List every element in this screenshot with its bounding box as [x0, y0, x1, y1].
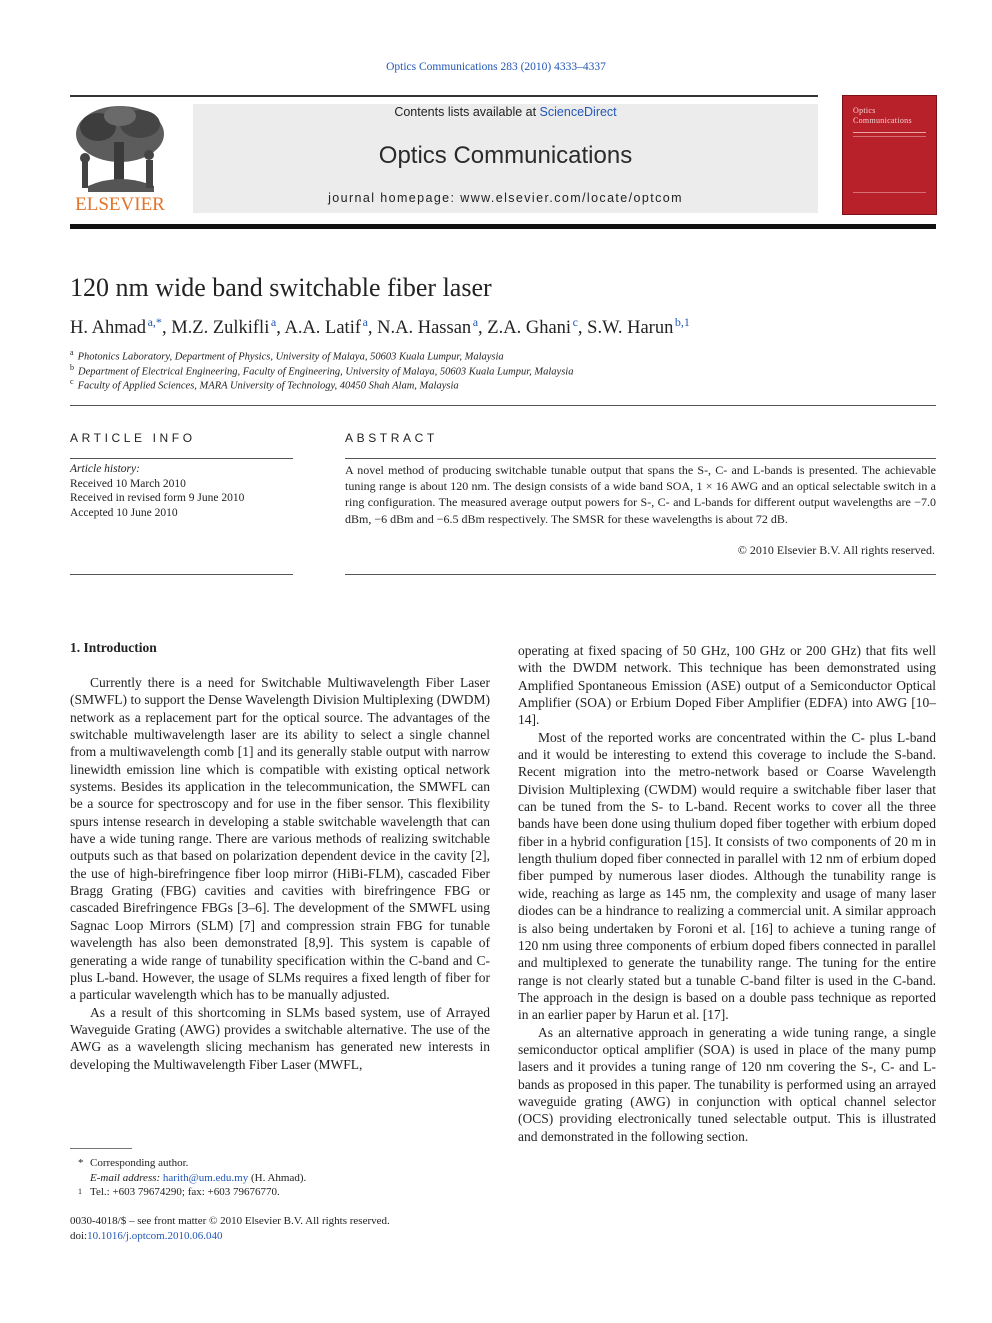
author-list: H. Ahmad $^{a,*}$, M.Z. Zulkifli $^a$, A.A. Latif $^a$, N.A. Hassan $^a$, Z.A. Ghani $^c$, S.W. Harun $^{b,1}$	[70, 315, 690, 339]
body-paragraph: Most of the reported works are concentrated within the C- plus L-band and it would be interesting to extend this coverage to include the S-band. Recent migration into the metro-network based or Coarse Wavelength Division Multiplexing (CWDM) would require a switchable fiber laser that can be tuned from the S- to L-band. Recent works to cover all the three bands have been done using thulium doped fiber together with erbium doped fiber in a hybrid configuration [15]. It consists of two components of 20 m in length thulium doped fiber connected in parallel with 12 nm of erbium doped fiber pumped by numerous laser diodes. Although the tunability range is wide, reaching as large as 145 nm, the complexity and usage of many laser diodes can be a hindrance to realizing a commercial unit. A similar approach is also being undertaken by Foroni et al. [16] to achieve a tuning range of 120 nm using three components of erbium doped fibers connected in parallel and multiplexed to generate the tunability range. The tuning for the entire range is not clearly stated but a tunable C-band filter is used in the C-band. The approach in the design is based on a double pass technique as reported in an earlier paper by Harun et al. [17].	[518, 729, 936, 1023]
body-paragraph: As a result of this shortcoming in SLMs based system, use of Arrayed Waveguide Grating (AWG) provides a switchable alternative. The use of the AWG as a wavelength slicing mechanism has generated new interests in developing the Multiwavelength Fiber Laser (MWFL,	[70, 1004, 490, 1072]
author-name: S.W. Harun	[587, 318, 674, 339]
corresponding-text: Corresponding author.	[90, 1157, 189, 1169]
corresponding-note	[70, 1156, 490, 1171]
tel-note	[70, 1185, 490, 1200]
journal-cover-image	[842, 95, 937, 215]
footnote-1-mark: 1	[78, 1187, 82, 1196]
article-title: 120 nm wide band switchable fiber laser	[70, 273, 492, 302]
footnote-rule	[70, 1148, 132, 1149]
elsevier-wordmark: ELSEVIER	[75, 194, 165, 214]
author-affil-mark[interactable]: b,1	[674, 315, 690, 329]
received-date: Received 10 March 2010	[70, 477, 186, 490]
accepted-date: Accepted 10 June 2010	[70, 506, 178, 519]
author-affil-mark[interactable]: c	[572, 315, 578, 329]
section-heading: 1. Introduction	[70, 640, 157, 655]
author-name: M.Z. Zulkifli	[171, 318, 270, 339]
body-paragraph: As an alternative approach in generating a wide tuning range, a single semiconductor optical amplifier (SOA) is used in place of the many pump lasers and it provides a tuning range of 120 nm covering the S-, C- and L-bands as proposed in this paper. The tunability is performed using an arrayed waveguide grating (AWG) in conjunction with optical channel selector (OCS) providing electronically tuned selectable output. This is illustrated and demonstrated in the following section.	[518, 1024, 936, 1144]
issn-line: 0030-4018/$ – see front matter © 2010 Elsevier B.V. All rights reserved.	[70, 1215, 390, 1227]
email-link[interactable]: harith@um.edu.my	[162, 1171, 249, 1184]
journal-homepage[interactable]: journal homepage: www.elsevier.com/locate/optcom	[328, 191, 683, 205]
cover-title-line2: Communications	[853, 116, 912, 125]
asterisk-mark: *	[78, 1157, 84, 1169]
doi-link[interactable]: 10.1016/j.optcom.2010.06.040	[87, 1229, 223, 1242]
abstract-text: A novel method of producing switchable tunable output that spans the S-, C- and L-bands is presented. The achievable tuning range is about 120 nm. The design consists of a wide band SOA, 1 × 16 AWG and an optical selectable switch in a ring configuration. The measured average output powers for S-, C- and L-bands for different output wavelengths are −7.0 dBm, −6 dBm and −6.5 dBm respectively. The SMSR for these wavelengths is about 72 dB.	[345, 463, 936, 526]
journal-name: Optics Communications	[378, 142, 633, 169]
author-affil-mark[interactable]: a,*	[147, 315, 162, 329]
abstract-heading: ABSTRACT	[345, 431, 438, 445]
cover-rule	[853, 136, 926, 137]
contents-line	[193, 105, 818, 119]
revised-date: Received in revised form 9 June 2010	[70, 492, 245, 504]
affiliation	[70, 377, 459, 392]
email-note	[70, 1171, 490, 1186]
article-info-bottom-rule	[70, 574, 293, 575]
abstract-rule	[345, 458, 936, 459]
author-affil-mark[interactable]: a	[270, 315, 277, 329]
header-divider	[70, 405, 936, 406]
abstract-bottom-rule	[345, 574, 936, 575]
email-suffix: (H. Ahmad).	[250, 1171, 307, 1184]
author-name: N.A. Hassan	[377, 318, 472, 339]
journal-reference[interactable]: Optics Communications 283 (2010) 4333–4337	[386, 61, 606, 73]
doi-label: doi:	[70, 1229, 88, 1242]
front-matter	[70, 1214, 390, 1243]
email-label: E-mail address:	[90, 1171, 161, 1184]
history-label: Article history:	[70, 463, 140, 475]
cover-rule	[853, 192, 926, 193]
author-name: A.A. Latif	[284, 318, 362, 339]
affiliation-key: b	[70, 363, 74, 372]
affiliation-text: Department of Electrical Engineering, Faculty of Engineering, University of Malaya, 50603 Kuala Lumpur, Malaysia	[78, 366, 574, 378]
tel-text: Tel.: +603 79674290; fax: +603 79676770.	[90, 1186, 280, 1198]
affiliation	[70, 363, 573, 378]
cover-title	[853, 106, 912, 126]
body-paragraph: Currently there is a need for Switchable Multiwavelength Fiber Laser (SMWFL) to support the Dense Wavelength Division Multiplexing (DWDM) network as a replacement part for the optical source. The advantages of the switchable multiwavelength laser are its ability to select a single channel from a multiwavelength comb [1] and its generally stable output with narrow linewidth emission line which is compatible with existing optical network systems. Besides its application in the telecommunication, the SMWFL can be a source for spectroscopy and for use in the fiber sensor. This flexibility spurs intense research in developing a stable switchable wavelength that can have a wide tuning range. There are various methods of realizing switchable outputs such as that based on polarization dependent device in the cavity [2], the use of high-birefringence fiber loop mirror (HiBi-FLM), cascaded Fiber Bragg Grating (FBG) cavities and cavities with birefringence FBG or cascaded Birefringence FBGs [3–6]. The development of the SMWFL using Sagnac Loop Mirrors (SLM) [7] and compression strain FBG for tunable wavelength has also been demonstrated [8,9]. This system is capable of generating a wide range of tunability specification within the C-band and C- plus L-band. However, the usage of SLMs requires a fixed length of fiber for a particular wavelength which has to be manually adjusted.	[70, 675, 490, 1003]
body-paragraph: operating at fixed spacing of 50 GHz, 100 GHz or 200 GHz) that fits well with the DWDM network. This technique has been demonstrated using Amplified Spontaneous Emission (ASE) output of a Semiconductor Optical Amplifier (SOA) or Erbium Doped Fiber Amplifier (EDFA) into AWG [10–14].	[518, 643, 936, 728]
header-bottom-rule	[70, 224, 936, 229]
abstract-copyright: © 2010 Elsevier B.V. All rights reserved.	[737, 543, 935, 557]
cover-rule	[853, 132, 926, 133]
doi-line	[70, 1229, 390, 1244]
author-name: Z.A. Ghani	[487, 318, 572, 339]
affiliation-key: a	[70, 348, 74, 357]
cover-title-line1: Optics	[853, 106, 876, 115]
left-column	[70, 674, 490, 1073]
article-history	[70, 462, 244, 520]
article-info-heading: ARTICLE INFO	[70, 431, 196, 445]
footnotes	[70, 1156, 490, 1200]
author-affil-mark[interactable]: a	[362, 315, 368, 329]
affiliation-key: c	[70, 377, 74, 386]
elsevier-logo	[68, 102, 172, 214]
affiliation-text: Faculty of Applied Sciences, MARA University of Technology, 40450 Shah Alam, Malaysia	[77, 380, 459, 392]
author-affil-mark[interactable]: a	[472, 315, 479, 329]
affiliation	[70, 348, 504, 363]
affiliation-text: Photonics Laboratory, Department of Physics, University of Malaya, 50603 Kuala Lumpur, Malaysia	[77, 351, 504, 363]
header-top-rule	[70, 95, 818, 97]
sciencedirect-link[interactable]: ScienceDirect	[539, 105, 617, 119]
article-info-rule	[70, 458, 293, 459]
right-column	[518, 642, 936, 1145]
author-name: H. Ahmad	[70, 318, 147, 339]
contents-prefix: Contents lists available at	[394, 105, 540, 119]
